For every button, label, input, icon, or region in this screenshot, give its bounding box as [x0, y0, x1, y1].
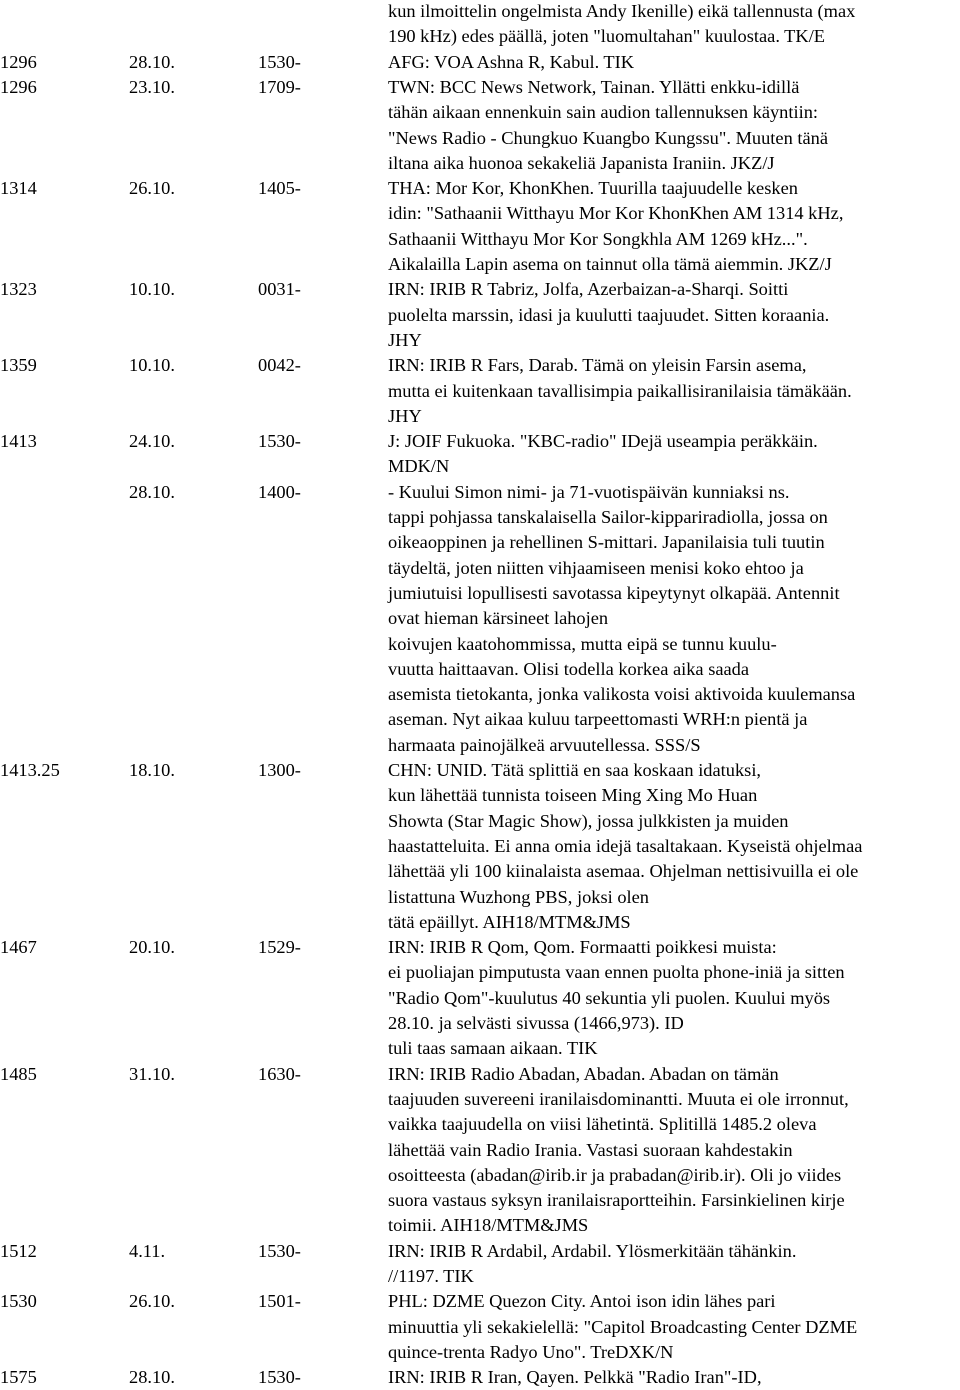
entry-text: PHL: DZME Quezon City. Antoi ison idin lähes pari — [388, 1291, 776, 1312]
time-cell: 1709- — [258, 76, 301, 97]
entry-text: IRN: IRIB R Tabriz, Jolfa, Azerbaizan-a-Sharqi. Soitti — [388, 279, 789, 300]
entry-text: quince-trenta Radyo Uno". TreDXK/N — [388, 1341, 674, 1362]
entry-text: JHY — [388, 329, 422, 350]
entry-text: suora vastaus syksyn iranilaisraportteihin. Farsinkielinen kirje — [388, 1190, 845, 1211]
time-cell: 1405- — [258, 178, 301, 199]
entry-text: mutta ei kuitenkaan tavallisimpia paikallisiranilaisia tämäkään. — [388, 380, 852, 401]
date-cell: 4.11. — [129, 1240, 166, 1261]
frequency-cell: 1512 — [0, 1240, 37, 1261]
entry-text: IRN: IRIB R Fars, Darab. Tämä on yleisin Farsin asema, — [388, 355, 807, 376]
frequency-cell: 1530 — [0, 1291, 37, 1312]
entry-text: 28.10. ja selvästi sivussa (1466,973). ID — [388, 1013, 684, 1033]
entry-text: asemista tietokanta, jonka valikosta voisi aktivoida kuulemansa — [388, 684, 856, 705]
entry-text: lähettää yli 100 kiinalaista asemaa. Ohjelman nettisivuilla ei ole — [388, 861, 859, 882]
time-cell: 1530- — [258, 51, 301, 72]
frequency-cell: 1359 — [0, 355, 37, 376]
entry-text: osoitteesta (abadan@irib.ir ja prabadan@irib.ir). Oli jo viides — [388, 1164, 842, 1185]
entry-text: iltana aika huonoa sekakeliä Japanista Iraniin. JKZ/J — [388, 152, 775, 173]
entry-text: kun lähettää tunnista toiseen Ming Xing Mo Huan — [388, 785, 758, 806]
time-cell: 1300- — [258, 760, 301, 780]
entry-text: //1197. TIK — [388, 1266, 474, 1286]
entry-text: puolelta marssin, idasi ja kuulutti taajuudet. Sitten koraania. — [388, 304, 830, 325]
entry-text: aseman. Nyt aikaa kuluu tarpeettomasti WRH:n pientä ja — [388, 709, 808, 730]
date-cell: 31.10. — [129, 1063, 175, 1084]
date-cell: 24.10. — [129, 431, 175, 452]
time-cell: 1529- — [258, 937, 301, 958]
time-cell: 1530- — [258, 431, 301, 452]
entry-text: AFG: VOA Ashna R, Kabul. TIK — [388, 51, 635, 72]
date-cell: 28.10. — [129, 1367, 175, 1388]
frequency-cell: 1296 — [0, 51, 37, 72]
entry-text: J: JOIF Fukuoka. "KBC-radio" IDejä useampia peräkkäin. — [388, 431, 818, 452]
entry-text: Aikalailla Lapin asema on tainnut olla tämä aiemmin. JKZ/J — [388, 254, 832, 274]
entry-text: tätä epäillyt. AIH18/MTM&JMS — [388, 911, 631, 932]
entry-text: minuuttia yli sekakielellä: "Capitol Broadcasting Center DZME — [388, 1316, 858, 1337]
entry-text: täydeltä, joten niitten vihjaamiseen menisi koko ehtoo ja — [388, 557, 804, 578]
entry-text: vaikka taajuudella on viisi lähetintä. Splitillä 1485.2 oleva — [388, 1114, 817, 1135]
date-cell: 26.10. — [129, 178, 175, 199]
entry-text: Sathaanii Witthayu Mor Kor Songkhla AM 1269 kHz...". — [388, 228, 808, 249]
frequency-cell: 1413.25 — [0, 760, 60, 780]
entry-text: tappi pohjassa tanskalaisella Sailor-kippariradiolla, jossa on — [388, 507, 828, 527]
entry-text: harmaata painojälkeä arvuutellessa. SSS/S — [388, 734, 701, 755]
frequency-cell: 1575 — [0, 1367, 37, 1388]
entry-text: jumiutuisi lopullisesti savotassa kipeytynyt olkapää. Antennit — [388, 582, 840, 603]
entry-text: THA: Mor Kor, KhonKhen. Tuurilla taajuudelle kesken — [388, 178, 798, 199]
entry-text: "Radio Qom"-kuulutus 40 sekuntia yli puolen. Kuului myös — [388, 987, 831, 1008]
entry-text: 190 kHz) edes päällä, joten "luomultahan" kuulostaa. TK/E — [388, 26, 826, 47]
frequency-cell: 1314 — [0, 178, 37, 199]
date-cell: 20.10. — [129, 937, 175, 958]
entry-text: JHY — [388, 405, 422, 426]
entry-text: toimii. AIH18/MTM&JMS — [388, 1215, 589, 1236]
frequency-cell: 1413 — [0, 431, 37, 452]
entry-text: IRN: IRIB Radio Abadan, Abadan. Abadan on tämän — [388, 1063, 779, 1084]
entry-text: IRN: IRIB R Ardabil, Ardabil. Ylösmerkitään tähänkin. — [388, 1240, 797, 1261]
time-cell: 0042- — [258, 355, 301, 376]
entry-text: kun ilmoittelin ongelmista Andy Ikenille) eikä tallennusta (max — [388, 1, 856, 21]
date-cell: 23.10. — [129, 76, 175, 97]
time-cell: 0031- — [258, 279, 301, 300]
frequency-cell: 1485 — [0, 1063, 37, 1084]
frequency-cell: 1467 — [0, 937, 37, 958]
date-cell: 26.10. — [129, 1291, 175, 1312]
entry-text: haastatteluita. Ei anna omia idejä tasaltakaan. Kyseistä ohjelmaa — [388, 835, 863, 856]
entry-text: idin: "Sathaanii Witthayu Mor Kor KhonKhen AM 1314 kHz, — [388, 203, 844, 224]
frequency-cell: 1323 — [0, 279, 37, 300]
entry-text: ei puoliajan pimputusta vaan ennen puolta phone-iniä ja sitten — [388, 962, 845, 983]
entry-text: - Kuului Simon nimi- ja 71-vuotispäivän kunniaksi ns. — [388, 481, 790, 502]
entry-text: oikeaoppinen ja rehellinen S-mittari. Japanilaisia tuli tuutin — [388, 532, 825, 553]
time-cell: 1530- — [258, 1367, 301, 1388]
entry-text: tuli taas samaan aikaan. TIK — [388, 1038, 598, 1059]
entry-text: lähettää vain Radio Irania. Vastasi suoraan kahdestakin — [388, 1139, 793, 1160]
time-cell: 1630- — [258, 1063, 301, 1084]
entry-text: CHN: UNID. Tätä splittiä en saa koskaan idatuksi, — [388, 760, 762, 780]
date-cell: 18.10. — [129, 760, 175, 780]
entry-text: MDK/N — [388, 456, 450, 477]
entry-text: koivujen kaatohommissa, mutta eipä se tunnu kuulu- — [388, 633, 777, 654]
entry-text: listattuna Wuzhong PBS, joksi olen — [388, 886, 649, 907]
date-cell: 28.10. — [129, 481, 175, 502]
date-cell: 10.10. — [129, 279, 175, 300]
time-cell: 1501- — [258, 1291, 301, 1312]
entry-text: ovat hieman kärsineet lahojen — [388, 608, 609, 629]
date-cell: 28.10. — [129, 51, 175, 72]
entry-text: tähän aikaan ennenkuin sain audion tallennuksen käyntiin: — [388, 102, 819, 123]
entry-text: Showta (Star Magic Show), jossa julkkisten ja muiden — [388, 810, 789, 831]
frequency-cell: 1296 — [0, 76, 37, 97]
entry-text: TWN: BCC News Network, Tainan. Yllätti enkku-idillä — [388, 76, 800, 97]
time-cell: 1400- — [258, 481, 301, 502]
date-cell: 10.10. — [129, 355, 175, 376]
entry-text: taajuuden suvereeni iranilaisdominantti. Muuta ei ole irronnut, — [388, 1088, 849, 1109]
entry-text: IRN: IRIB R Qom, Qom. Formaatti poikkesi muista: — [388, 937, 777, 958]
entry-text: vuutta haittaavan. Olisi todella korkea aika saada — [388, 658, 750, 679]
entry-text: "News Radio - Chungkuo Kuangbo Kungssu". Muuten tänä — [388, 127, 829, 148]
time-cell: 1530- — [258, 1240, 301, 1261]
entry-text: IRN: IRIB R Iran, Qayen. Pelkkä "Radio Iran"-ID, — [388, 1367, 762, 1388]
